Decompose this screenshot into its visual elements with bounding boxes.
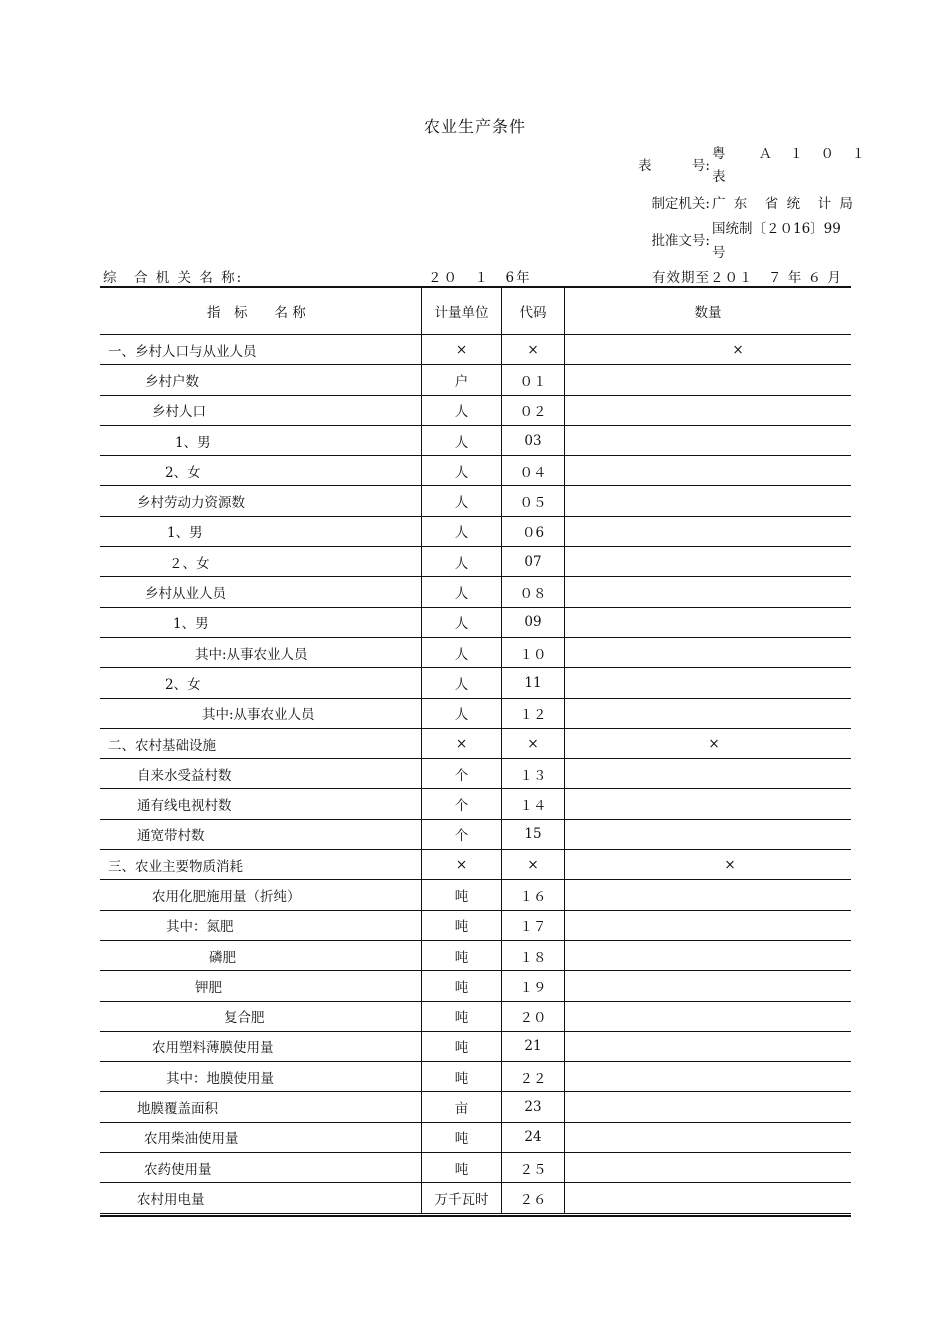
table-row [100, 456, 851, 486]
unit-cell: 人 [422, 668, 502, 698]
indicator-name [100, 547, 422, 577]
table-row [100, 819, 851, 849]
unit-cell: 吨 [422, 910, 502, 940]
code-cell: １６ [502, 880, 565, 910]
code-cell: １４ [502, 789, 565, 819]
unit-cell: 人 [422, 698, 502, 728]
indicator-name [100, 607, 422, 637]
table-bottom-rule [100, 1215, 851, 1217]
table-row [100, 365, 851, 395]
table-number-value: 粤 Ａ １ ０ １ [712, 146, 867, 162]
unit-cell: 人 [422, 395, 502, 425]
table-row [100, 577, 851, 607]
quantity-cell [565, 486, 852, 516]
unit-cell: 万千瓦时 [422, 1183, 502, 1213]
table-row [100, 607, 851, 637]
indicator-name-text: 2、女 [165, 676, 201, 693]
table-row [100, 910, 851, 940]
code-cell: 24 [502, 1122, 565, 1152]
code-cell: １２ [502, 698, 565, 728]
indicator-name [100, 637, 422, 667]
indicator-name-text: 1、男 [175, 434, 211, 451]
table-row [100, 395, 851, 425]
quantity-cell [565, 971, 852, 1001]
code-cell: １３ [502, 759, 565, 789]
indicator-name [100, 395, 422, 425]
indicator-name-text: ２、女 [169, 555, 210, 572]
quantity-cell [565, 850, 852, 880]
indicator-name [100, 971, 422, 1001]
code-cell: × [502, 335, 565, 365]
unit-cell: 人 [422, 547, 502, 577]
table-row [100, 850, 851, 880]
indicator-name-text: 其中：氮肥 [166, 919, 234, 936]
indicator-name [100, 940, 422, 970]
indicator-name [100, 819, 422, 849]
indicator-name [100, 759, 422, 789]
indicator-name-text: 1、男 [167, 525, 203, 542]
issuer-label: 制定机关: [651, 196, 710, 212]
code-cell: 07 [502, 547, 565, 577]
table-row [100, 1122, 851, 1152]
indicator-name [100, 1122, 422, 1152]
unit-cell: 人 [422, 486, 502, 516]
indicator-name-text: 农村用电量 [137, 1191, 205, 1208]
unit-cell: 人 [422, 577, 502, 607]
indicator-name-text: 乡村劳动力资源数 [137, 495, 245, 512]
indicator-name [100, 577, 422, 607]
indicator-name [100, 425, 422, 455]
unit-cell: 吨 [422, 1001, 502, 1031]
code-cell: ２２ [502, 1062, 565, 1092]
quantity-cell [565, 668, 852, 698]
indicator-name [100, 335, 422, 365]
quantity-cell [565, 1031, 852, 1061]
indicator-name-text: 2、女 [165, 464, 201, 481]
indicator-name-text: 钾肥 [195, 979, 222, 996]
quantity-cell [565, 577, 852, 607]
report-year: ２０ １ 6年 [428, 270, 532, 286]
table-row [100, 971, 851, 1001]
unit-cell: 人 [422, 516, 502, 546]
table-row [100, 425, 851, 455]
quantity-cell [565, 1183, 852, 1213]
table-row [100, 486, 851, 516]
indicator-name [100, 728, 422, 758]
page-title: 农业生产条件 [423, 117, 526, 136]
indicator-name-text: 二、农村基础设施 [108, 737, 216, 754]
code-cell: 03 [502, 425, 565, 455]
unit-cell: 户 [422, 365, 502, 395]
code-cell: ０５ [502, 486, 565, 516]
table-row [100, 1183, 851, 1213]
indicator-name-text: 三、农业主要物质消耗 [108, 858, 243, 875]
unit-cell: × [422, 850, 502, 880]
table-row [100, 1001, 851, 1031]
header-quantity: 数量 [565, 287, 852, 335]
indicator-name [100, 1031, 422, 1061]
quantity-cell [565, 425, 852, 455]
table-row [100, 668, 851, 698]
quantity-value: × [708, 735, 720, 752]
unit-cell: 亩 [422, 1092, 502, 1122]
indicator-name [100, 850, 422, 880]
quantity-cell [565, 395, 852, 425]
unit-cell: 个 [422, 819, 502, 849]
indicator-name-text: 通宽带村数 [137, 828, 205, 845]
table-number-label: 表 号: [637, 158, 710, 174]
indicator-name [100, 486, 422, 516]
indicator-name-text: 通有线电视村数 [137, 798, 232, 815]
indicator-name-text: 1、男 [173, 616, 209, 633]
quantity-cell [565, 607, 852, 637]
table-row [100, 1062, 851, 1092]
code-cell: ２６ [502, 1183, 565, 1213]
approval-label: 批准文号: [651, 233, 710, 249]
table-row [100, 759, 851, 789]
indicator-name-text: 乡村户数 [145, 373, 199, 390]
indicator-name-text: 农用化肥施用量（折纯） [152, 888, 301, 905]
header-code: 代码 [502, 287, 565, 335]
code-cell: × [502, 728, 565, 758]
quantity-cell [565, 335, 852, 365]
indicator-name-text: 乡村从业人员 [145, 586, 226, 603]
indicator-name [100, 668, 422, 698]
table-row [100, 1092, 851, 1122]
table-number-value-cont: 表 [712, 169, 726, 185]
org-name-label: 综 合 机 关 名 称: [103, 270, 244, 286]
indicator-name-text: 一、乡村人口与从业人员 [108, 343, 257, 360]
table-row [100, 698, 851, 728]
table-row [100, 880, 851, 910]
header-unit: 计量单位 [422, 287, 502, 335]
quantity-cell [565, 698, 852, 728]
indicator-name [100, 365, 422, 395]
quantity-cell [565, 1092, 852, 1122]
indicator-name-text: 复合肥 [224, 1010, 265, 1027]
table-row [100, 940, 851, 970]
header-indicator-name: 指 标 名 称 [100, 287, 422, 335]
table-row [100, 547, 851, 577]
indicator-name-text: 其中：地膜使用量 [166, 1070, 274, 1087]
code-cell: ０２ [502, 395, 565, 425]
quantity-cell [565, 547, 852, 577]
indicator-name-text: 自来水受益村数 [137, 767, 232, 784]
quantity-cell [565, 637, 852, 667]
quantity-value: × [732, 341, 744, 358]
unit-cell: 吨 [422, 880, 502, 910]
code-cell: 09 [502, 607, 565, 637]
code-cell: 23 [502, 1092, 565, 1122]
issuer-value: 广 东 省 统 计 局 [712, 196, 855, 212]
table-header-row [100, 287, 851, 335]
quantity-cell [565, 1153, 852, 1183]
code-cell: ２０ [502, 1001, 565, 1031]
quantity-cell [565, 456, 852, 486]
data-table [100, 287, 851, 1214]
approval-value: 国统制〔２０16〕99 [712, 221, 841, 237]
indicator-name [100, 1062, 422, 1092]
unit-cell: 人 [422, 637, 502, 667]
code-cell: ０6 [502, 516, 565, 546]
quantity-cell [565, 1122, 852, 1152]
table-row [100, 1153, 851, 1183]
table-row [100, 335, 851, 365]
indicator-name [100, 789, 422, 819]
indicator-name-text: 农用柴油使用量 [144, 1131, 239, 1148]
indicator-name-text: 农用塑料薄膜使用量 [152, 1040, 274, 1057]
table-row [100, 516, 851, 546]
quantity-cell [565, 365, 852, 395]
indicator-name-text: 其中:从事农业人员 [195, 646, 308, 663]
indicator-name [100, 1092, 422, 1122]
code-cell: ０８ [502, 577, 565, 607]
quantity-cell [565, 1001, 852, 1031]
table-row [100, 728, 851, 758]
quantity-cell [565, 759, 852, 789]
indicator-name-text: 其中:从事农业人员 [202, 707, 315, 724]
quantity-cell [565, 728, 852, 758]
table-row [100, 1031, 851, 1061]
indicator-name [100, 698, 422, 728]
indicator-name [100, 1001, 422, 1031]
indicator-name-text: 地膜覆盖面积 [137, 1101, 218, 1118]
quantity-cell [565, 789, 852, 819]
unit-cell: 吨 [422, 1031, 502, 1061]
code-cell: 21 [502, 1031, 565, 1061]
validity-period: 有效期至２０１ ７ 年 ６ 月 [652, 270, 842, 286]
code-cell: × [502, 850, 565, 880]
code-cell: 11 [502, 668, 565, 698]
quantity-cell [565, 516, 852, 546]
unit-cell: 个 [422, 759, 502, 789]
approval-value-cont: 号 [712, 245, 726, 261]
unit-cell: × [422, 728, 502, 758]
table-row [100, 789, 851, 819]
code-cell: 15 [502, 819, 565, 849]
table-row [100, 637, 851, 667]
unit-cell: 个 [422, 789, 502, 819]
quantity-cell [565, 910, 852, 940]
quantity-cell [565, 1062, 852, 1092]
code-cell: ２５ [502, 1153, 565, 1183]
code-cell: １７ [502, 910, 565, 940]
unit-cell: 吨 [422, 1062, 502, 1092]
code-cell: １０ [502, 637, 565, 667]
unit-cell: 吨 [422, 971, 502, 1001]
unit-cell: 吨 [422, 1122, 502, 1152]
code-cell: １８ [502, 940, 565, 970]
quantity-cell [565, 819, 852, 849]
unit-cell: × [422, 335, 502, 365]
code-cell: ０１ [502, 365, 565, 395]
unit-cell: 吨 [422, 1153, 502, 1183]
indicator-name [100, 910, 422, 940]
indicator-name [100, 1183, 422, 1213]
unit-cell: 人 [422, 425, 502, 455]
unit-cell: 吨 [422, 940, 502, 970]
unit-cell: 人 [422, 607, 502, 637]
indicator-name [100, 456, 422, 486]
code-cell: １９ [502, 971, 565, 1001]
quantity-cell [565, 940, 852, 970]
indicator-name-text: 磷肥 [209, 949, 236, 966]
quantity-value: × [724, 856, 736, 873]
indicator-name-text: 农药使用量 [144, 1161, 212, 1178]
unit-cell: 人 [422, 456, 502, 486]
indicator-name-text: 乡村人口 [152, 404, 206, 421]
indicator-name [100, 1153, 422, 1183]
quantity-cell [565, 880, 852, 910]
code-cell: ０４ [502, 456, 565, 486]
indicator-name [100, 516, 422, 546]
indicator-name [100, 880, 422, 910]
